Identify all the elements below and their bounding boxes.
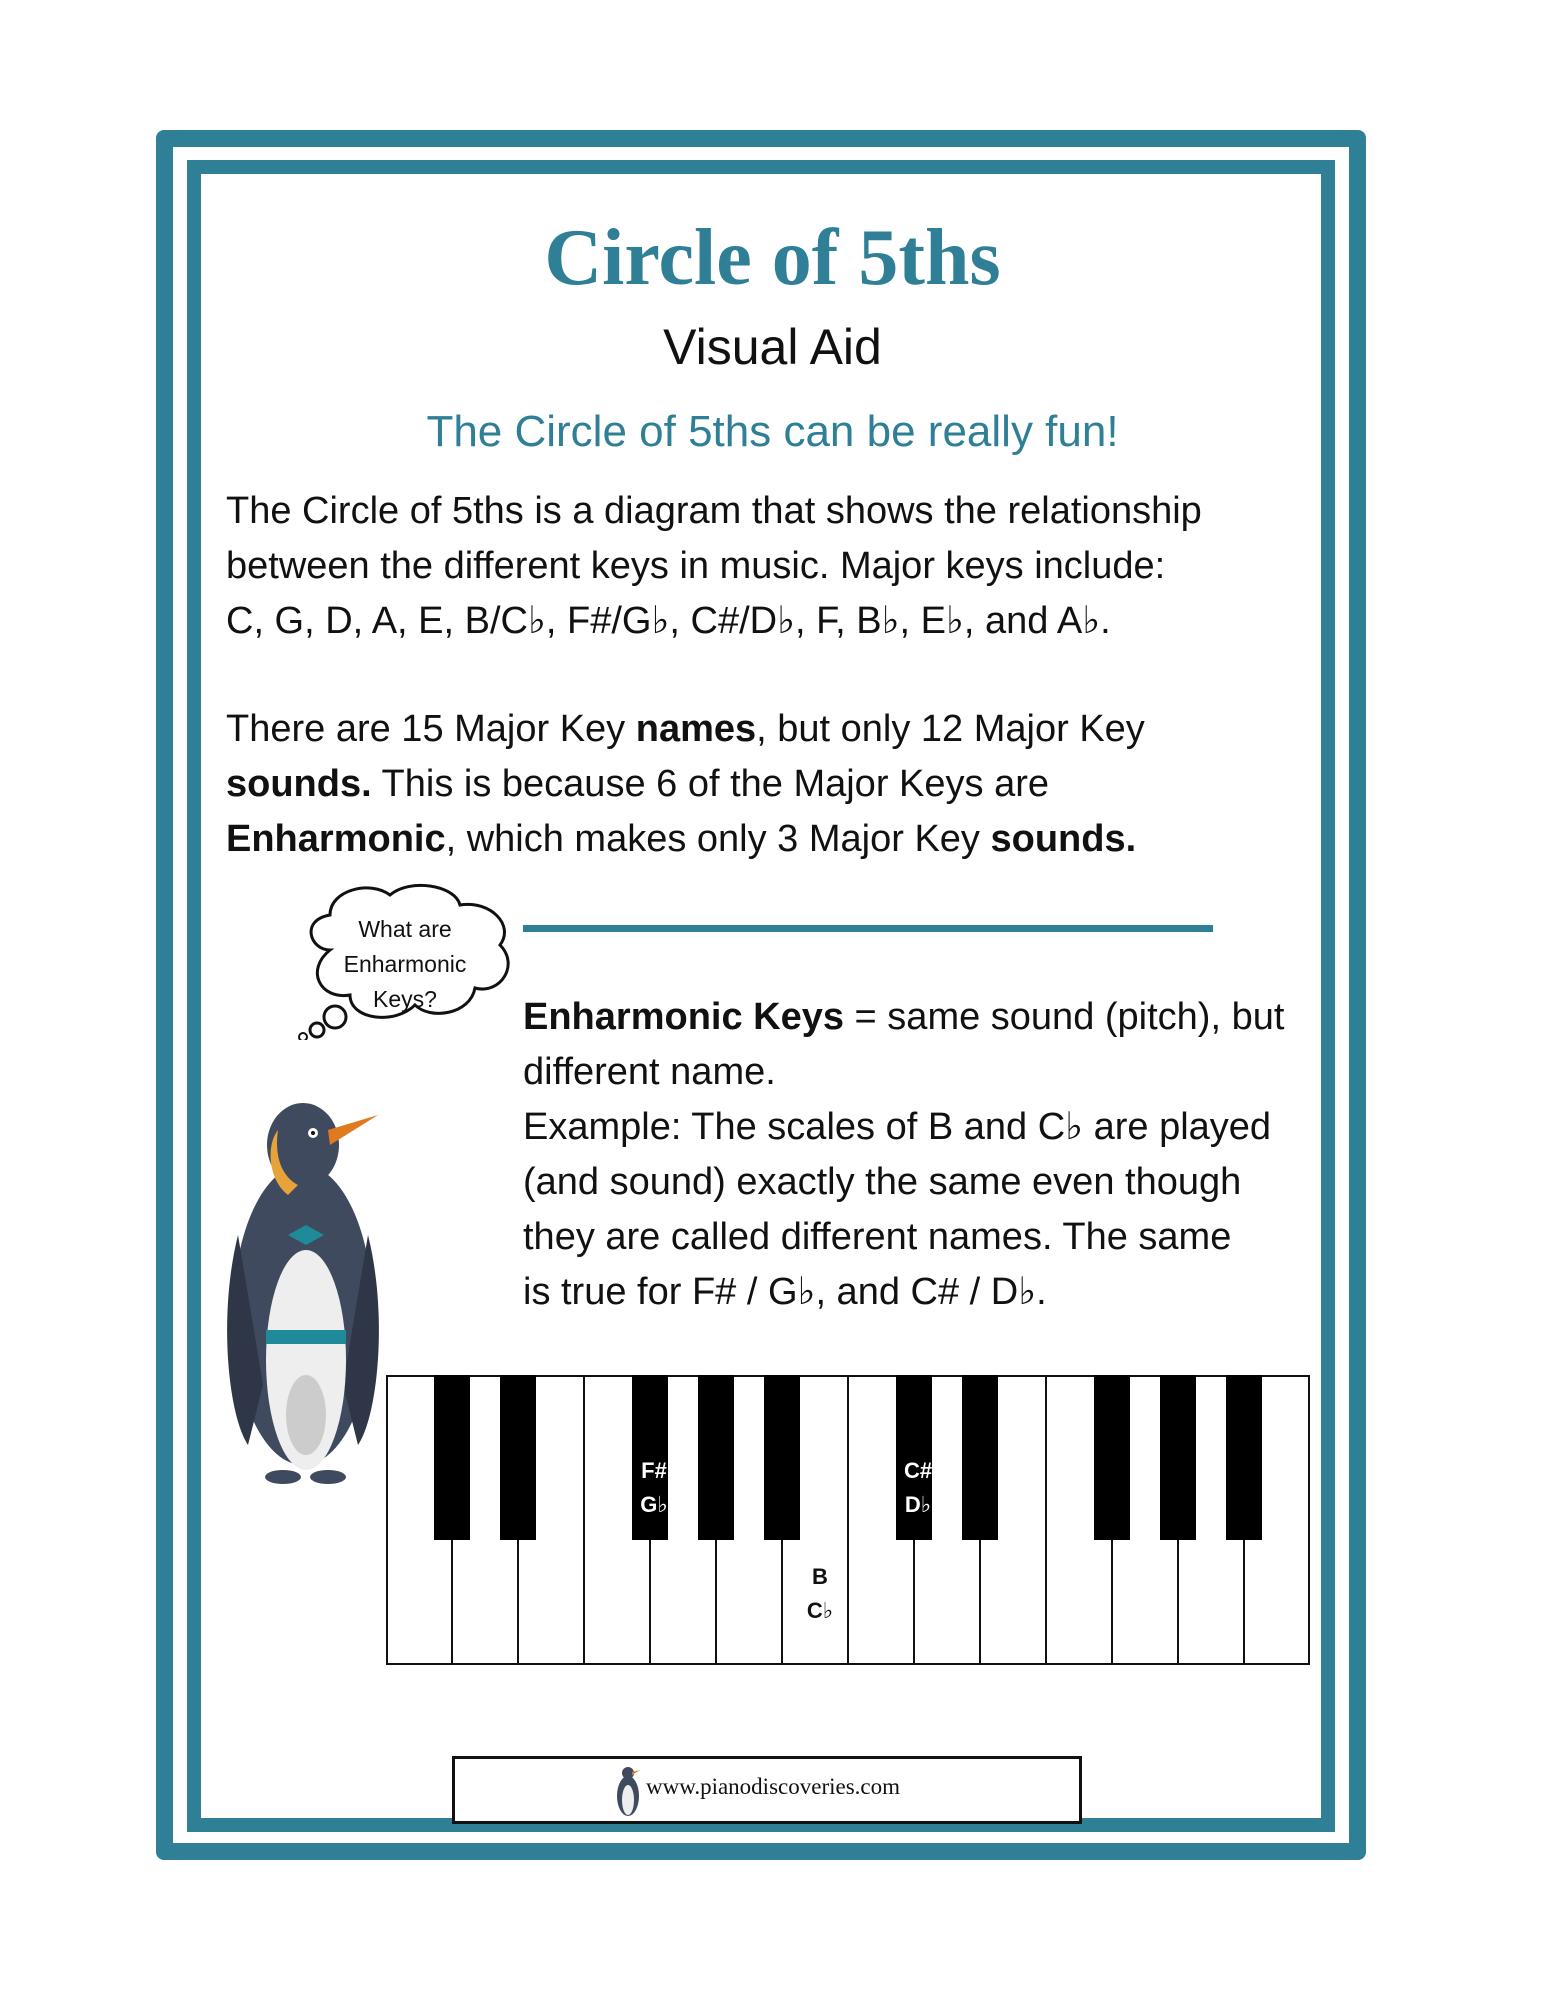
- page-subtitle: Visual Aid: [663, 319, 882, 375]
- definition-term: Enharmonic Keys: [523, 996, 844, 1038]
- definition-line-4: (and sound) exactly the same even though: [523, 1161, 1242, 1203]
- facts-bold-sounds-1: sounds.: [226, 763, 372, 805]
- key-label-b: B: [812, 1564, 828, 1589]
- page-title: Circle of 5ths: [544, 214, 1001, 302]
- facts-bold-names: names: [635, 708, 757, 750]
- piano-keyboard: [386, 1375, 1310, 1665]
- major-keys-paragraph: [226, 702, 1286, 867]
- key-label-gflat: G♭: [640, 1492, 668, 1517]
- definition-line-6: is true for F# / G♭, and C# / D♭.: [523, 1271, 1047, 1313]
- intro-line-1: The Circle of 5ths is a diagram that shows the relationship: [226, 490, 1202, 532]
- section-divider: [523, 925, 1213, 932]
- facts-bold-sounds-2: sounds.: [990, 818, 1137, 860]
- definition-line-5: they are called different names. The same: [523, 1216, 1232, 1258]
- bubble-line-3: Keys?: [373, 986, 437, 1012]
- bubble-line-1: What are: [358, 916, 452, 942]
- intro-line-3: C, G, D, A, E, B/C♭, F#/G♭, C#/D♭, F, B♭, E♭, and A♭.: [226, 600, 1111, 642]
- thought-bubble-text: [300, 912, 510, 1017]
- key-label-fsharp: F#: [641, 1458, 667, 1483]
- definition-line-2: different name.: [523, 1051, 776, 1093]
- tagline: The Circle of 5ths can be really fun!: [426, 407, 1119, 456]
- intro-paragraph: [226, 484, 1286, 649]
- penguin-icon: [218, 1085, 388, 1485]
- definition-rest: = same sound (pitch), but: [844, 996, 1285, 1038]
- facts-part-1: There are 15 Major Key: [226, 708, 636, 750]
- intro-line-2: between the different keys in music. Major keys include:: [226, 545, 1166, 587]
- bubble-line-2: Enharmonic: [343, 951, 467, 977]
- definition-paragraph: [523, 990, 1323, 1320]
- key-label-csharp-dflat: [898, 1454, 938, 1522]
- key-label-b-cflat: [800, 1560, 840, 1628]
- footer-url[interactable]: www.pianodiscoveries.com: [646, 1774, 900, 1799]
- facts-part-4: , which makes only 3 Major Key: [445, 818, 991, 860]
- facts-bold-enharmonic: Enharmonic: [226, 818, 446, 860]
- facts-part-2: , but only 12 Major Key: [756, 708, 1145, 750]
- key-label-fsharp-gflat: [634, 1454, 674, 1522]
- key-label-cflat: C♭: [806, 1598, 834, 1623]
- penguin-logo-icon: [614, 1764, 642, 1818]
- key-label-csharp: C#: [903, 1458, 933, 1483]
- facts-part-3: This is because 6 of the Major Keys are: [371, 763, 1049, 805]
- definition-line-3: Example: The scales of B and C♭ are played: [523, 1106, 1272, 1148]
- key-label-dflat: D♭: [904, 1492, 932, 1517]
